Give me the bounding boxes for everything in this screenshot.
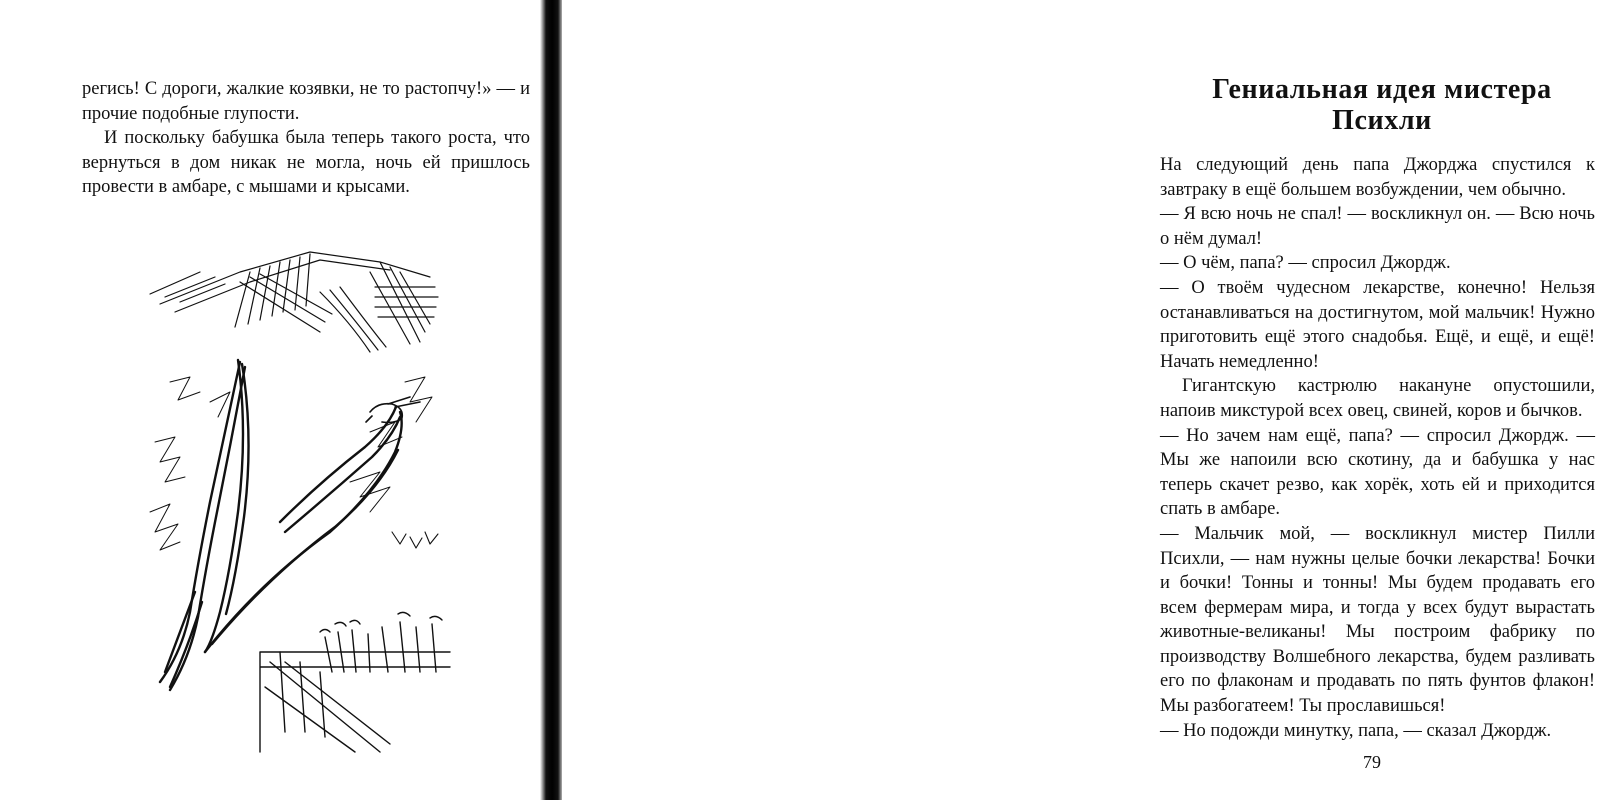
grandma-head [366,397,420,423]
right-paragraph: — Мальчик мой, — воскликнул мистер Пилли Психли, — нам нужны целые бочки лекарства! Бочки и бочки! Тонны и тонны! Мы будем продавать его всем фермерам мира, и тогда у всех будут вырастать животные-великаны! Мы построим фабрику по производству Волшебного лекарства, будем разливать его по флаконам и продавать по пять фунтов флакон! Мы разбогатеем! Ты прославишься! [1160,523,1595,717]
right-paragraph: — Я всю ночь не спал! — воскликнул он. — Всю ночь о нём думал! [1160,204,1595,249]
left-page-text [82,77,530,200]
left-paragraph: регись! С дороги, жалкие козявки, не то растопчу!» — и прочие подобные глупости. [82,79,530,124]
roof-hatching [150,252,438,352]
right-paragraph: Гигантскую кастрюлю накануне опустошили, напоив микстурой всех овец, свиней, коров и бычков. [1160,376,1595,421]
right-paragraph: — Но подожди минутку, папа, — сказал Джордж. [1160,720,1552,741]
right-paragraph: — Но зачем нам ещё, папа? — спросил Джордж. — Мы же напоили всю скотину, да и бабушка у нас теперь скачет резво, как хорёк, хоть ей и приходится спать в амбаре. [1160,425,1595,520]
right-paragraph: — О чём, папа? — спросил Джордж. [1160,253,1451,274]
chapter-title: Гениальная идея мистера Психли [1212,74,1552,136]
left-paragraph: И поскольку бабушка была теперь такого роста, что вернуться в дом никак не могла, ночь ей пришлось провести в амбаре, с мышами и крысами. [82,128,530,198]
right-page [562,0,1595,800]
fence-and-people [260,612,450,752]
right-paragraph: На следующий день папа Джорджа спустился к завтраку в ещё большем возбуждении, чем обычно. [1160,155,1595,200]
giant-grandma-illustration [120,232,480,752]
right-paragraph: — О твоём чудесном лекарстве, конечно! Нельзя останавливаться на достигнутом, мой мальчик! Нужно приготовить ещё этого снадобья. Ещё, и ещё, и ещё! Начать немедленно! [1160,277,1595,372]
grandma-figure [160,360,402,690]
page-number: 79 [1363,752,1381,772]
left-page [0,0,548,800]
right-page-text [1160,153,1595,743]
book-gutter [540,0,564,800]
birds [392,532,438,548]
